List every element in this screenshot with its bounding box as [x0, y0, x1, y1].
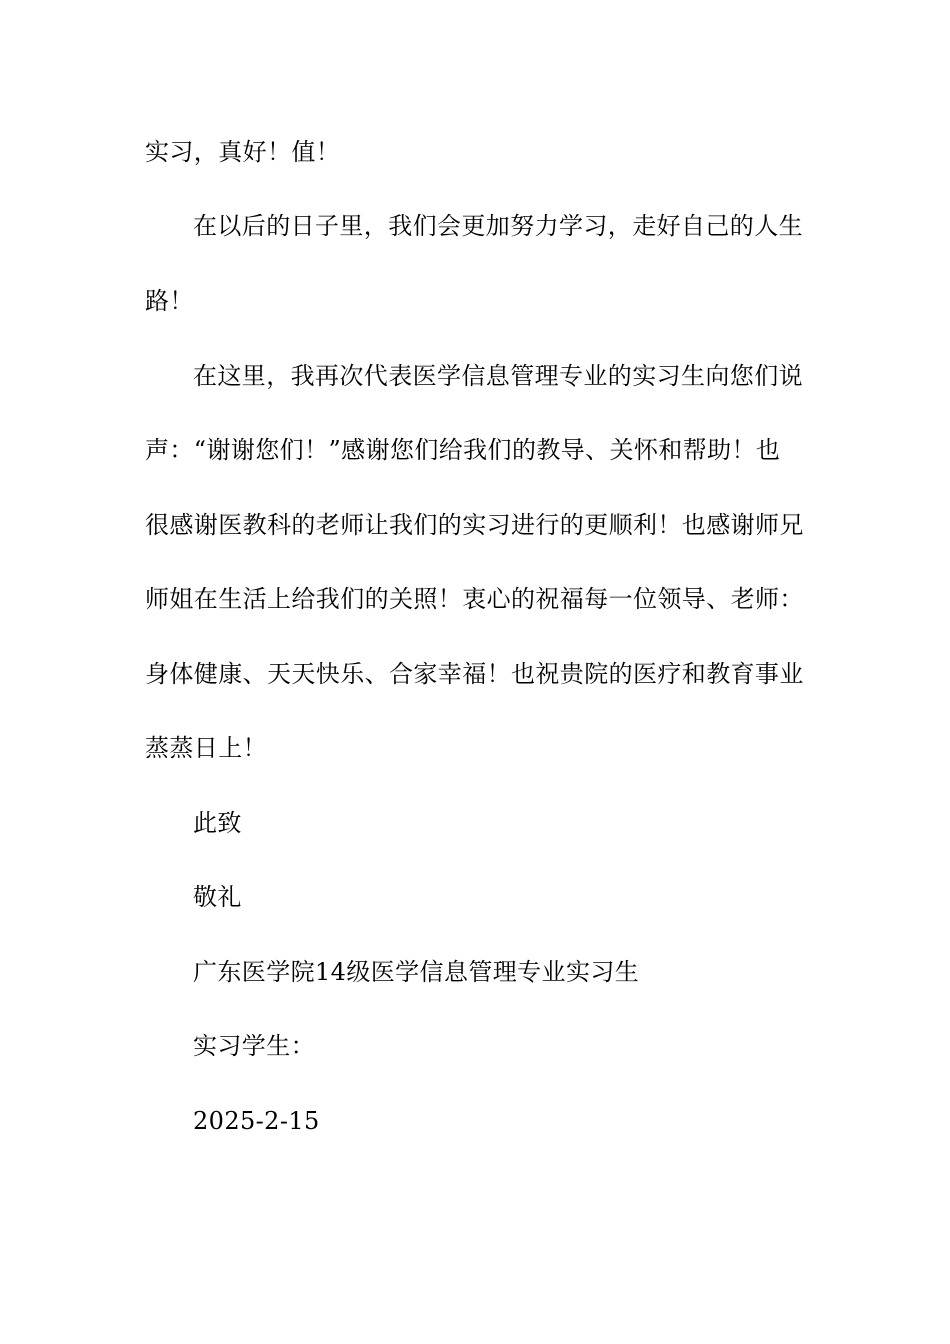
- body-line-1: 实习，真好！值！: [145, 138, 341, 166]
- body-line-4: 在这里，我再次代表医学信息管理专业的实习生向您们说: [193, 362, 803, 390]
- body-line-2: 在以后的日子里，我们会更加努力学习，走好自己的人生: [193, 212, 803, 240]
- salutation-cizhi: 此致: [193, 809, 242, 837]
- body-line-9: 蒸蒸日上！: [145, 734, 267, 762]
- sender-line: 广东医学院14级医学信息管理专业实习生: [193, 958, 640, 986]
- body-line-8: 身体健康、天天快乐、合家幸福！也祝贵院的医疗和教育事业: [145, 660, 804, 688]
- body-line-5: 声：“谢谢您们！”感谢您们给我们的教导、关怀和帮助！也: [145, 436, 781, 464]
- body-line-6: 很感谢医教科的老师让我们的实习进行的更顺利！也感谢师兄: [145, 511, 804, 539]
- body-line-3: 路！: [145, 287, 194, 315]
- date-line: 2025-2-15: [193, 1107, 320, 1135]
- body-line-7: 师姐在生活上给我们的关照！衷心的祝福每一位领导、老师：: [145, 585, 804, 613]
- salutation-jingli: 敬礼: [193, 883, 242, 911]
- signature-label: 实习学生：: [193, 1032, 315, 1060]
